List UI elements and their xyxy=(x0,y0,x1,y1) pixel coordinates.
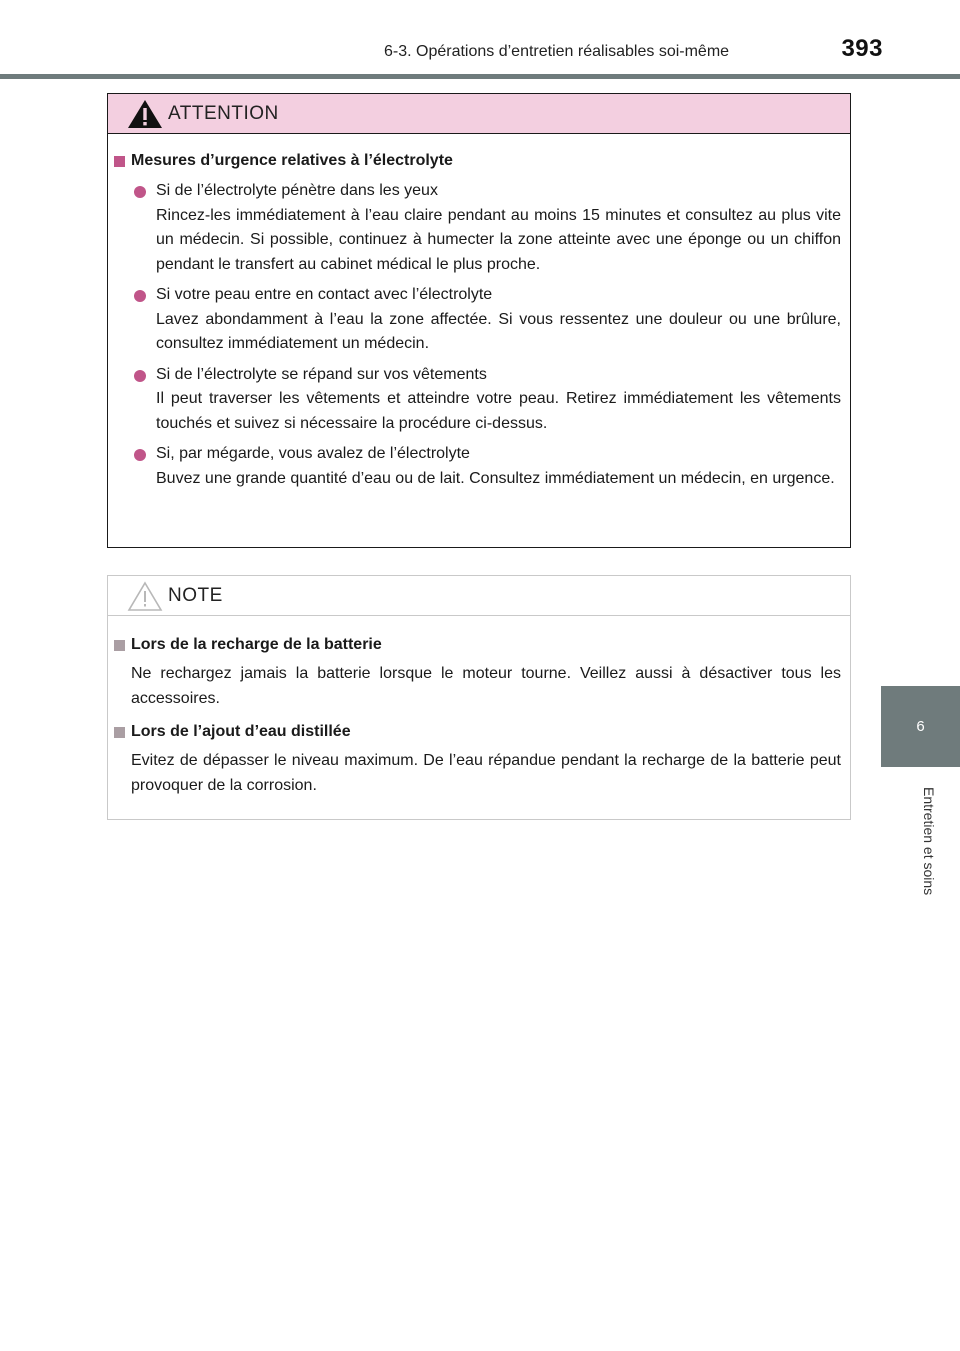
item-text: Il peut traverser les vêtements et atteindre votre peau. Retirez immédiatement les vêtements touchés et suivez si nécessaire la procédure ci-dessus. xyxy=(156,390,841,432)
page-number: 393 xyxy=(841,35,883,62)
note-paragraph: Evitez de dépasser le niveau maximum. De l’eau répandue pendant la recharge de la batterie peut provoquer de la corrosion. xyxy=(131,752,841,794)
note-label: NOTE xyxy=(168,584,223,606)
note-heading-text: Lors de l’ajout d’eau distillée xyxy=(131,723,351,740)
page-header-title: 6-3. Opérations d’entretien réalisables soi-même xyxy=(384,43,730,60)
item-title: Si de l’électrolyte pénètre dans les yeux xyxy=(156,182,438,199)
attention-heading-text: Mesures d’urgence relatives à l’électrolyte xyxy=(131,152,453,169)
attention-label: ATTENTION xyxy=(168,102,279,124)
attention-content xyxy=(108,134,850,491)
item-title: Si votre peau entre en contact avec l’électrolyte xyxy=(156,286,493,303)
list-item xyxy=(114,283,841,357)
note-content xyxy=(108,616,850,798)
item-text: Lavez abondamment à l’eau la zone affectée. Si vous ressentez une douleur ou une brûlure, consultez immédiatement un médecin. xyxy=(156,310,841,352)
warning-triangle-outline-icon xyxy=(126,580,164,612)
list-item xyxy=(114,363,841,437)
chapter-label: Entretien et soins xyxy=(921,787,937,896)
header-rule xyxy=(0,74,960,79)
note-header xyxy=(108,576,850,616)
item-text: Rincez-les immédiatement à l’eau claire pendant au moins 15 minutes et consultez au plus vite un médecin. Si possible, continuez à humecter la zone atteinte avec une éponge ou un chiffon pendant le transfert au cabinet médical le plus proche. xyxy=(156,206,841,273)
chapter-tab xyxy=(881,686,960,767)
item-title: Si, par mégarde, vous avalez de l’électrolyte xyxy=(156,445,470,462)
square-bullet-icon xyxy=(114,156,125,167)
note-section-heading xyxy=(114,719,841,745)
note-section-heading xyxy=(114,632,841,658)
round-bullet-icon xyxy=(134,290,146,302)
round-bullet-icon xyxy=(134,449,146,461)
attention-section-heading xyxy=(114,148,841,174)
round-bullet-icon xyxy=(134,186,146,198)
attention-header xyxy=(108,94,850,134)
round-bullet-icon xyxy=(134,370,146,382)
square-bullet-icon xyxy=(114,727,125,738)
note-heading-text: Lors de la recharge de la batterie xyxy=(131,636,382,653)
note-paragraph: Ne rechargez jamais la batterie lorsque le moteur tourne. Veillez aussi à désactiver tous les accessoires. xyxy=(131,665,841,707)
note-box xyxy=(107,575,851,820)
attention-box xyxy=(107,93,851,548)
list-item xyxy=(114,179,841,277)
item-text: Buvez une grande quantité d’eau ou de lait. Consultez immédiatement un médecin, en urgence. xyxy=(156,469,835,487)
warning-triangle-icon xyxy=(126,98,164,130)
item-title: Si de l’électrolyte se répand sur vos vêtements xyxy=(156,365,487,383)
chapter-number: 6 xyxy=(916,718,925,735)
square-bullet-icon xyxy=(114,640,125,651)
list-item xyxy=(114,442,841,491)
